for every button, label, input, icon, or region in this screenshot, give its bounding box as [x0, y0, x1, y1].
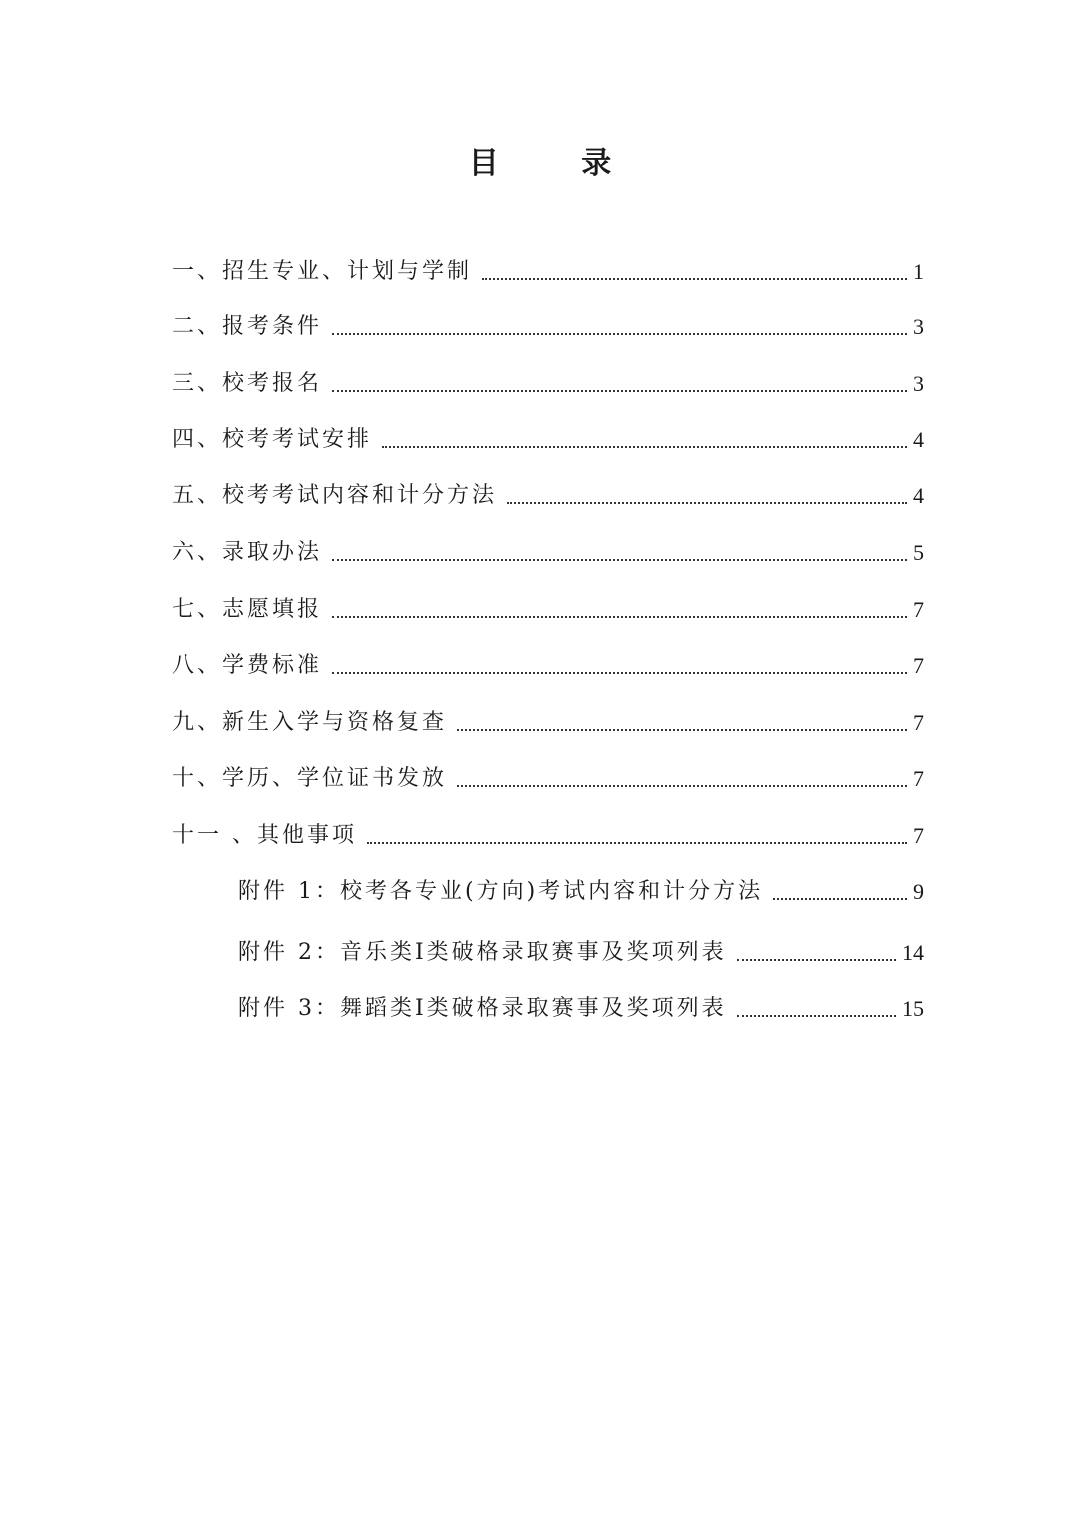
toc-entry-page: 5	[913, 540, 924, 565]
toc-entry[interactable]	[172, 650, 924, 682]
toc-entry-page: 3	[913, 314, 924, 339]
toc-entry-label: 八、学费标准	[172, 653, 323, 678]
toc-entry-page: 7	[913, 766, 924, 791]
toc-entry-page: 4	[913, 427, 924, 452]
toc-attachment[interactable]	[238, 876, 924, 908]
toc-entry[interactable]	[172, 368, 924, 400]
dot-leader	[737, 1014, 896, 1017]
toc-entry-page: 7	[913, 653, 924, 678]
toc-entry[interactable]	[172, 707, 924, 739]
toc-entry-label: 二、报考条件	[172, 314, 323, 339]
toc-entry[interactable]	[172, 820, 924, 852]
toc-entry-label: 四、校考考试安排	[172, 427, 373, 452]
toc-attachment-label: 附件 3：舞蹈类Ⅰ类破格录取赛事及奖项列表	[238, 996, 727, 1021]
dot-leader	[382, 445, 907, 448]
toc-entry-label: 十一 、其他事项	[172, 823, 357, 848]
page-title: 目 录	[468, 146, 648, 181]
dot-leader	[332, 558, 907, 561]
toc-attachment-page: 9	[913, 879, 924, 904]
toc-attachment[interactable]	[238, 937, 924, 969]
toc-attachment-page: 14	[902, 940, 924, 965]
dot-leader	[507, 501, 907, 504]
toc-entry-label: 六、录取办法	[172, 540, 323, 565]
toc-entry-page: 4	[913, 483, 924, 508]
toc-entry[interactable]	[172, 594, 924, 626]
dot-leader	[773, 897, 907, 900]
toc-entry[interactable]	[172, 763, 924, 795]
toc-entry-page: 7	[913, 710, 924, 735]
toc-entry-label: 一、招生专业、计划与学制	[172, 259, 473, 284]
toc-entry-page: 7	[913, 823, 924, 848]
toc-attachment-label: 附件 1：校考各专业(方向)考试内容和计分方法	[238, 879, 764, 904]
toc-entry-label: 七、志愿填报	[172, 597, 323, 622]
dot-leader	[332, 332, 907, 335]
toc-entry-page: 1	[913, 259, 924, 284]
toc-entry-label: 九、新生入学与资格复查	[172, 710, 448, 735]
toc-attachment[interactable]	[238, 993, 924, 1025]
dot-leader	[332, 671, 907, 674]
toc-entry-label: 三、校考报名	[172, 371, 323, 396]
dot-leader	[737, 958, 896, 961]
dot-leader	[457, 784, 907, 787]
toc-entry-label: 十、学历、学位证书发放	[172, 766, 448, 791]
dot-leader	[367, 841, 907, 844]
dot-leader	[332, 389, 907, 392]
toc-entry-page: 3	[913, 371, 924, 396]
toc-entry[interactable]	[172, 256, 924, 288]
toc-entry-label: 五、校考考试内容和计分方法	[172, 483, 498, 508]
toc-entry[interactable]	[172, 311, 924, 343]
toc-entry[interactable]	[172, 480, 924, 512]
dot-leader	[482, 277, 907, 280]
dot-leader	[457, 728, 907, 731]
toc-attachment-page: 15	[902, 996, 924, 1021]
toc-attachment-label: 附件 2：音乐类Ⅰ类破格录取赛事及奖项列表	[238, 940, 727, 965]
toc-entry-page: 7	[913, 597, 924, 622]
toc-entry[interactable]	[172, 424, 924, 456]
dot-leader	[332, 615, 907, 618]
toc-entry[interactable]	[172, 537, 924, 569]
